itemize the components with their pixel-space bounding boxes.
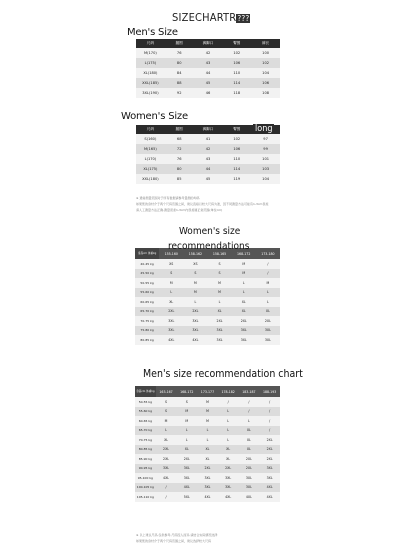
mens-rec-cell: L (197, 435, 218, 445)
womens-rec-cell: M (183, 288, 207, 298)
womens-size-cell: 99 (251, 144, 280, 154)
mens-rec-cell: 4XL (218, 492, 239, 502)
mens-rec-row (135, 416, 280, 426)
womens-size-cell: XL(175) (136, 164, 165, 174)
womens-size-cell: 104 (251, 174, 280, 184)
mens-rec-cell: L (218, 416, 239, 426)
womens-rec-row (135, 269, 280, 279)
womens-rec-cell: M (159, 278, 183, 288)
mens-rec-cell: 50-55 kg (135, 397, 156, 407)
womens-rec-header-4: 168-172 (232, 248, 256, 259)
mens-rec-cell: / (218, 397, 239, 407)
mens-size-cell: 92 (165, 88, 194, 98)
mens-rec-cell: M (176, 416, 197, 426)
womens-rec-cell: 2XL (232, 316, 256, 326)
mens-rec-cell: 4XL (156, 473, 177, 483)
womens-rec-cell: L (232, 288, 256, 298)
mens-rec-row (135, 473, 280, 483)
womens-size-cell: 44 (194, 164, 223, 174)
mens-rec-cell: 95-100 kg (135, 473, 156, 483)
womens-size-row (136, 144, 280, 154)
womens-rec-cell: XL (207, 307, 231, 317)
womens-rec-cell: M (183, 278, 207, 288)
mens-rec-row (135, 483, 280, 493)
mens-rec-cell: M (176, 407, 197, 417)
bottom-note-line2: 如果您的身材介于两个尺码范围之间，建议选择较大尺码 (136, 539, 212, 543)
mens-size-cell: 43 (194, 58, 223, 68)
womens-rec-cell: M (207, 278, 231, 288)
womens-size-cell: 106 (222, 144, 251, 154)
womens-rec-table (135, 248, 280, 345)
size-note-line1: ※ 通常测量范围对于所有数据请参考量测的均码 (136, 196, 200, 200)
womens-size-cell: 45 (194, 174, 223, 184)
mens-rec-cell: 100-105 kg (135, 483, 156, 493)
mens-size-cell: 80 (165, 58, 194, 68)
mens-rec-cell: 4XL (176, 483, 197, 493)
mens-rec-cell: 2XL (156, 445, 177, 455)
womens-rec-cell: 3XL (207, 335, 231, 345)
womens-rec-row (135, 316, 280, 326)
page-title-tag: ??? (237, 14, 250, 23)
womens-rec-cell: S (183, 269, 207, 279)
womens-size-cell: 68 (165, 134, 194, 144)
mens-rec-header-3: 173-177 (197, 386, 218, 397)
womens-size-cell: 97 (251, 134, 280, 144)
mens-rec-cell: 2XL (197, 464, 218, 474)
mens-rec-table (135, 386, 280, 502)
womens-size-cell: 80 (165, 164, 194, 174)
mens-size-cell: 3XL(190) (136, 88, 165, 98)
womens-size-cell: 41 (194, 134, 223, 144)
mens-rec-cell: XL (176, 445, 197, 455)
mens-rec-cell: / (156, 492, 177, 502)
mens-rec-cell: 3XL (197, 483, 218, 493)
mens-size-header-0: 尺码 (136, 39, 165, 48)
mens-rec-header-6: 188-193 (259, 386, 280, 397)
womens-size-row (136, 134, 280, 144)
mens-rec-row (135, 445, 280, 455)
size-note-line2: 如果您的身材介于两个尺码范围之间，建议直接以较大尺码为准，因不同测量方法可能有1-3cm误差 (136, 202, 269, 206)
mens-rec-cell: 2XL (239, 464, 260, 474)
mens-size-header-3: 臀围 (222, 39, 251, 48)
mens-rec-cell: 3XL (218, 473, 239, 483)
mens-size-cell: 84 (165, 68, 194, 78)
womens-rec-cell: / (256, 259, 280, 269)
womens-rec-cell: M (256, 278, 280, 288)
size-note-line3: 请人工测量方法正确,测量误差1-3cm内误差属正常范围(单位cm) (136, 208, 223, 212)
womens-rec-cell: XS (159, 259, 183, 269)
mens-rec-title: Men's size recommendation chart (143, 368, 303, 380)
mens-size-cell: 110 (222, 68, 251, 78)
mens-rec-cell: XL (197, 445, 218, 455)
womens-rec-cell: 40-45 kg (135, 259, 159, 269)
womens-size-header-1: 腰围 (165, 125, 194, 134)
womens-size-cell: 114 (222, 164, 251, 174)
mens-size-cell: 102 (251, 58, 280, 68)
mens-rec-cell: 3XL (239, 483, 260, 493)
womens-size-cell: 101 (251, 154, 280, 164)
womens-rec-cell: S (207, 269, 231, 279)
womens-rec-cell: 65-70 kg (135, 307, 159, 317)
womens-size-row (136, 174, 280, 184)
mens-size-row (136, 68, 280, 78)
mens-rec-cell: S (156, 407, 177, 417)
womens-rec-cell: 80-85 kg (135, 335, 159, 345)
mens-rec-cell: XL (156, 435, 177, 445)
mens-rec-row (135, 492, 280, 502)
womens-rec-cell: 2XL (183, 307, 207, 317)
mens-rec-row (135, 464, 280, 474)
mens-rec-header-5: 183-187 (239, 386, 260, 397)
mens-rec-cell: M (197, 407, 218, 417)
bottom-note-line1: ※ 以上建议尺码,仅供参考,尺码因人而异,请结合实际情况选择 (136, 533, 218, 537)
womens-rec-header-5: 173-180 (256, 248, 280, 259)
womens-size-row (136, 154, 280, 164)
mens-rec-cell: 3XL (259, 464, 280, 474)
mens-size-cell: 106 (251, 78, 280, 88)
womens-rec-cell: 4XL (183, 335, 207, 345)
mens-rec-cell: M (197, 416, 218, 426)
womens-rec-cell: XL (159, 297, 183, 307)
mens-rec-cell: / (239, 397, 260, 407)
womens-rec-cell: L (183, 297, 207, 307)
mens-size-cell: 118 (222, 88, 251, 98)
mens-rec-cell: / (239, 407, 260, 417)
womens-rec-cell: XS (183, 259, 207, 269)
mens-size-cell: 42 (194, 48, 223, 58)
womens-rec-cell: S (207, 259, 231, 269)
mens-rec-cell: 55-60 kg (135, 407, 156, 417)
womens-rec-header-1: 155-160 (159, 248, 183, 259)
womens-rec-cell: 45-50 kg (135, 269, 159, 279)
mens-rec-cell: XL (239, 445, 260, 455)
mens-rec-row (135, 435, 280, 445)
womens-rec-cell: M (207, 288, 231, 298)
womens-size-cell: XXL(180) (136, 174, 165, 184)
long-column-label: long (255, 124, 273, 134)
mens-rec-cell: / (259, 426, 280, 436)
mens-size-cell: 102 (222, 48, 251, 58)
mens-size-cell: 45 (194, 78, 223, 88)
womens-size-cell: 43 (194, 154, 223, 164)
mens-rec-cell: 3XL (259, 473, 280, 483)
womens-rec-cell: 3XL (207, 326, 231, 336)
mens-rec-cell: 3XL (197, 473, 218, 483)
page-title (172, 11, 252, 25)
mens-rec-cell: 4XL (259, 492, 280, 502)
mens-rec-cell: 3XL (239, 473, 260, 483)
mens-rec-cell: XL (218, 454, 239, 464)
womens-size-cell: 103 (251, 164, 280, 174)
womens-size-cell: S(160) (136, 134, 165, 144)
mens-size-row (136, 88, 280, 98)
mens-rec-cell: 65-70 kg (135, 426, 156, 436)
mens-size-cell: M(170) (136, 48, 165, 58)
womens-rec-cell: L (207, 297, 231, 307)
womens-rec-header-0: 身高cm 体重kg (135, 248, 159, 259)
mens-rec-cell: 3XL (218, 483, 239, 493)
mens-rec-cell: 2XL (156, 454, 177, 464)
womens-size-cell: 76 (165, 154, 194, 164)
mens-rec-cell: S (176, 397, 197, 407)
womens-size-cell: M(165) (136, 144, 165, 154)
mens-rec-cell: M (197, 397, 218, 407)
mens-rec-cell: XL (197, 454, 218, 464)
mens-rec-cell: S (156, 397, 177, 407)
womens-rec-row (135, 278, 280, 288)
mens-rec-cell: 2XL (239, 454, 260, 464)
mens-size-cell: 76 (165, 48, 194, 58)
womens-rec-cell: XL (232, 297, 256, 307)
womens-rec-cell: 55-60 kg (135, 288, 159, 298)
womens-rec-cell: L (159, 288, 183, 298)
womens-rec-cell: 2XL (256, 316, 280, 326)
mens-size-header-4: 裤长 (251, 39, 280, 48)
mens-rec-cell: 2XL (176, 454, 197, 464)
mens-rec-cell: XL (218, 445, 239, 455)
mens-rec-cell: 3XL (156, 464, 177, 474)
mens-rec-cell: L (156, 426, 177, 436)
mens-rec-cell: XL (239, 426, 260, 436)
mens-rec-cell: 2XL (218, 464, 239, 474)
mens-size-table (136, 39, 280, 98)
mens-rec-cell: 2XL (259, 445, 280, 455)
mens-rec-cell: / (156, 483, 177, 493)
mens-rec-row (135, 426, 280, 436)
mens-rec-row (135, 407, 280, 417)
womens-rec-header-3: 158-165 (207, 248, 231, 259)
mens-rec-row (135, 454, 280, 464)
mens-size-row (136, 78, 280, 88)
mens-rec-cell: 3XL (176, 473, 197, 483)
womens-rec-cell: / (256, 269, 280, 279)
womens-rec-cell: L (256, 288, 280, 298)
mens-size-header-2: 裤脚口 (194, 39, 223, 48)
mens-size-title: Men's Size (127, 27, 178, 38)
mens-rec-header-4: 178-182 (218, 386, 239, 397)
mens-size-cell: L(175) (136, 58, 165, 68)
mens-size-cell: 88 (165, 78, 194, 88)
mens-rec-cell: L (176, 426, 197, 436)
mens-size-cell: XL(180) (136, 68, 165, 78)
womens-rec-row (135, 307, 280, 317)
mens-rec-cell: XL (239, 435, 260, 445)
womens-rec-cell: 3XL (256, 335, 280, 345)
mens-size-cell: 46 (194, 88, 223, 98)
mens-size-row (136, 48, 280, 58)
mens-rec-cell: L (239, 416, 260, 426)
mens-rec-cell: L (176, 435, 197, 445)
womens-rec-cell: M (232, 269, 256, 279)
womens-size-header-2: 裤脚口 (194, 125, 223, 134)
womens-rec-cell: 3XL (183, 316, 207, 326)
womens-size-header-0: 尺码 (136, 125, 165, 134)
womens-rec-row (135, 326, 280, 336)
mens-rec-cell: / (259, 397, 280, 407)
womens-rec-row (135, 288, 280, 298)
womens-rec-row (135, 335, 280, 345)
womens-size-cell: 85 (165, 174, 194, 184)
womens-size-header-3: 臀围 (222, 125, 251, 134)
womens-size-cell: 110 (222, 154, 251, 164)
mens-size-cell: 44 (194, 68, 223, 78)
mens-rec-row (135, 397, 280, 407)
mens-rec-cell: L (218, 426, 239, 436)
mens-rec-cell: 60-65 kg (135, 416, 156, 426)
mens-rec-cell: 2XL (259, 454, 280, 464)
mens-rec-cell: 4XL (239, 492, 260, 502)
womens-rec-cell: 70-75 kg (135, 316, 159, 326)
womens-size-cell: 102 (222, 134, 251, 144)
womens-size-cell: L(170) (136, 154, 165, 164)
womens-rec-row (135, 297, 280, 307)
womens-rec-cell: 60-65 kg (135, 297, 159, 307)
womens-rec-cell: XL (232, 307, 256, 317)
womens-rec-cell: 3XL (159, 316, 183, 326)
womens-size-cell: 42 (194, 144, 223, 154)
womens-rec-cell: 3XL (159, 326, 183, 336)
womens-rec-cell: 75-80 kg (135, 326, 159, 336)
mens-rec-cell: L (197, 426, 218, 436)
womens-rec-cell: 2XL (159, 307, 183, 317)
womens-rec-cell: M (232, 259, 256, 269)
womens-rec-title2: recommendations (168, 241, 250, 252)
mens-rec-cell: M (156, 416, 177, 426)
page-title-text: SIZECHARTR (172, 11, 237, 24)
womens-rec-cell: 2XL (207, 316, 231, 326)
womens-size-row (136, 164, 280, 174)
mens-size-cell: 108 (251, 88, 280, 98)
mens-rec-header-1: 163-167 (156, 386, 177, 397)
mens-rec-cell: / (259, 407, 280, 417)
mens-rec-cell: 3XL (176, 464, 197, 474)
mens-rec-cell: 70-75 kg (135, 435, 156, 445)
womens-size-cell: 119 (222, 174, 251, 184)
mens-rec-cell: L (218, 407, 239, 417)
womens-rec-row (135, 259, 280, 269)
mens-rec-cell: 4XL (197, 492, 218, 502)
womens-rec-cell: 50-55 kg (135, 278, 159, 288)
mens-size-header-1: 腰围 (165, 39, 194, 48)
womens-rec-cell: XL (256, 307, 280, 317)
mens-rec-cell: 4XL (259, 483, 280, 493)
mens-rec-cell: 5XL (176, 492, 197, 502)
womens-rec-cell: 3XL (232, 326, 256, 336)
mens-rec-header-0: 身高cm 体重kg (135, 386, 156, 397)
womens-rec-cell: L (232, 278, 256, 288)
mens-size-cell: 106 (222, 58, 251, 68)
mens-rec-cell: L (218, 435, 239, 445)
mens-rec-cell: / (259, 416, 280, 426)
mens-size-cell: XXL(185) (136, 78, 165, 88)
mens-rec-cell: 2XL (259, 435, 280, 445)
womens-rec-cell: L (256, 297, 280, 307)
womens-rec-cell: 4XL (159, 335, 183, 345)
womens-rec-cell: 3XL (256, 326, 280, 336)
womens-rec-header-2: 158-162 (183, 248, 207, 259)
mens-rec-cell: 105-110 kg (135, 492, 156, 502)
mens-rec-cell: 85-90 kg (135, 454, 156, 464)
mens-rec-cell: 90-95 kg (135, 464, 156, 474)
mens-size-cell: 100 (251, 48, 280, 58)
womens-size-cell: 72 (165, 144, 194, 154)
mens-rec-cell: 80-85 kg (135, 445, 156, 455)
womens-rec-cell: S (159, 269, 183, 279)
womens-rec-cell: 3XL (232, 335, 256, 345)
mens-size-row (136, 58, 280, 68)
mens-size-cell: 114 (222, 78, 251, 88)
mens-rec-header-2: 168-172 (176, 386, 197, 397)
womens-size-title: Women's Size (121, 111, 188, 122)
womens-rec-title1: Women's size (179, 226, 241, 237)
womens-rec-cell: 3XL (183, 326, 207, 336)
mens-size-cell: 104 (251, 68, 280, 78)
